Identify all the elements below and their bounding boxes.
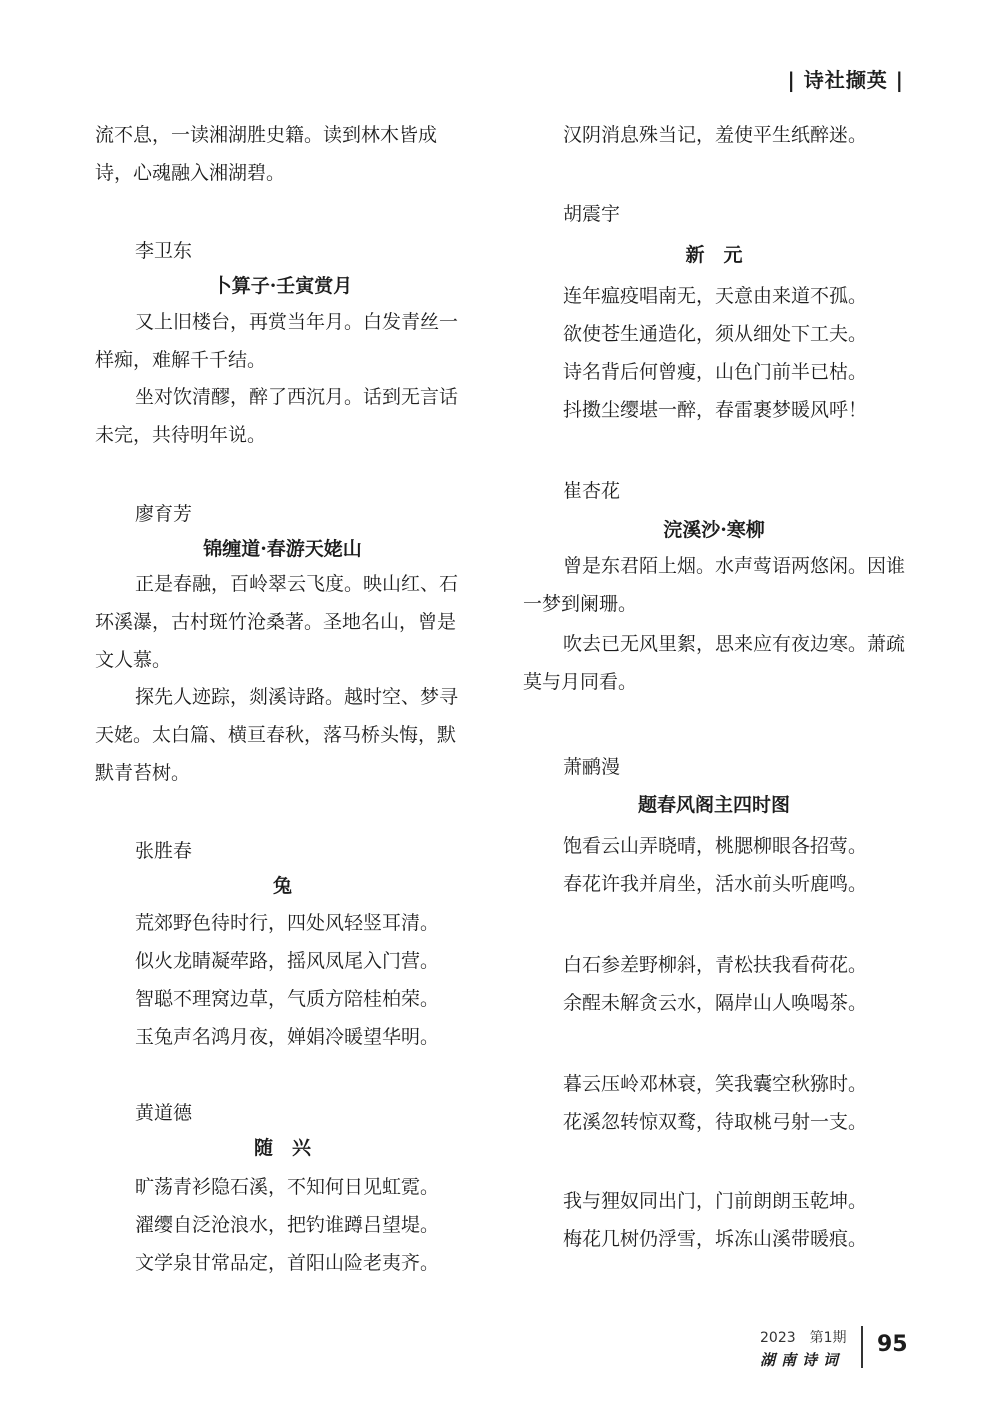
poem-line: 白石参差野柳斜，青松扶我看荷花。 bbox=[563, 954, 868, 976]
poem-line: 玉兔声名鸿月夜，婵娟冷暖望华明。 bbox=[135, 1026, 440, 1048]
poem-author: 黄道德 bbox=[135, 1102, 193, 1124]
continued-line: 汉阴消息殊当记，羞使平生纸醉迷。 bbox=[563, 124, 868, 146]
poem-title: 随 兴 bbox=[253, 1137, 311, 1159]
magazine-name: 湖南诗词 bbox=[760, 1351, 845, 1369]
poem-title: 新 元 bbox=[685, 244, 743, 266]
poem-line: 梅花几树仍浮雪，坼冻山溪带暖痕。 bbox=[563, 1228, 868, 1250]
poem-author: 廖育芳 bbox=[135, 503, 193, 525]
poem-line: 欲使苍生通造化，须从细处下工夫。 bbox=[563, 323, 868, 345]
poem-title: 浣溪沙·寒柳 bbox=[663, 519, 765, 541]
poem-paragraph: 正是春融，百岭翠云飞度。映山红、石环溪瀑，古村斑竹沧桑著。圣地名山，曾是文人慕。 bbox=[95, 573, 459, 671]
poem-line: 似火龙睛凝荦路，摇风凤尾入门营。 bbox=[135, 950, 440, 972]
poem-author: 李卫东 bbox=[135, 240, 193, 262]
poem-line: 我与狸奴同出门，门前朗朗玉乾坤。 bbox=[563, 1190, 868, 1212]
poem-line: 荒郊野色待时行，四处风轻竖耳清。 bbox=[135, 912, 440, 934]
poem-paragraph: 又上旧楼台，再赏当年月。白发青丝一样痴，难解千千结。 bbox=[95, 311, 459, 371]
poem-title: 卜算子·壬寅赏月 bbox=[212, 275, 353, 297]
poem-author: 萧鹂漫 bbox=[563, 756, 621, 778]
poem-title: 兔 bbox=[272, 875, 292, 897]
issue-label: 2023 第1期 bbox=[760, 1330, 847, 1346]
poem-author: 胡震宇 bbox=[563, 203, 621, 225]
poem-line: 智聪不理窝边草，气质方陪桂柏荣。 bbox=[135, 988, 440, 1010]
page-number: 95 bbox=[877, 1332, 908, 1357]
poem-line: 饱看云山弄晓晴，桃腮柳眼各招莺。 bbox=[563, 835, 868, 857]
poem-line: 花溪忽转惊双鹜，待取桃弓射一支。 bbox=[563, 1111, 868, 1133]
poem-line: 诗名背后何曾瘦，山色门前半已枯。 bbox=[563, 361, 868, 383]
poem-line: 濯缨自泛沧浪水，把钓谁蹲吕望堤。 bbox=[135, 1214, 440, 1236]
poem-line: 文学泉甘常品定，首阳山险老夷齐。 bbox=[135, 1252, 440, 1274]
poem-paragraph: 曾是东君陌上烟。水声莺语两悠闲。因谁一梦到阑珊。 bbox=[523, 555, 906, 615]
footer-divider bbox=[861, 1326, 863, 1368]
poem-line: 余酲未解贪云水，隔岸山人唤喝茶。 bbox=[563, 992, 868, 1014]
section-tag: | 诗社撷英 | bbox=[787, 68, 904, 92]
poem-author: 张胜春 bbox=[135, 840, 193, 862]
continued-paragraph: 流不息，一读湘湖胜史籍。读到林木皆成诗，心魂融入湘湖碧。 bbox=[95, 124, 438, 184]
poem-paragraph: 坐对饮清醪，醉了西沉月。话到无言话未完，共待明年说。 bbox=[95, 386, 459, 446]
poem-line: 暮云压岭邓林衰，笑我囊空秋猕时。 bbox=[563, 1073, 868, 1095]
poem-paragraph: 吹去已无风里絮，思来应有夜边寒。萧疏莫与月同看。 bbox=[523, 633, 906, 693]
poem-line: 旷荡青衫隐石溪，不知何日见虹霓。 bbox=[135, 1176, 440, 1198]
poem-title: 锦缠道·春游天姥山 bbox=[203, 538, 362, 560]
poem-title: 题春风阁主四时图 bbox=[637, 794, 790, 816]
poem-line: 抖擞尘缨堪一醉，春雷裹梦暖风呼！ bbox=[563, 399, 868, 421]
poem-line: 春花许我并肩坐，活水前头听鹿鸣。 bbox=[563, 873, 868, 895]
poem-line: 连年瘟疫唱南无，天意由来道不孤。 bbox=[563, 285, 868, 307]
poem-author: 崔杏花 bbox=[563, 480, 621, 502]
poem-paragraph: 探先人迹踪，剡溪诗路。越时空、梦寻天姥。太白篇、横亘春秋，落马桥头悔，默默青苔树。 bbox=[95, 686, 459, 784]
